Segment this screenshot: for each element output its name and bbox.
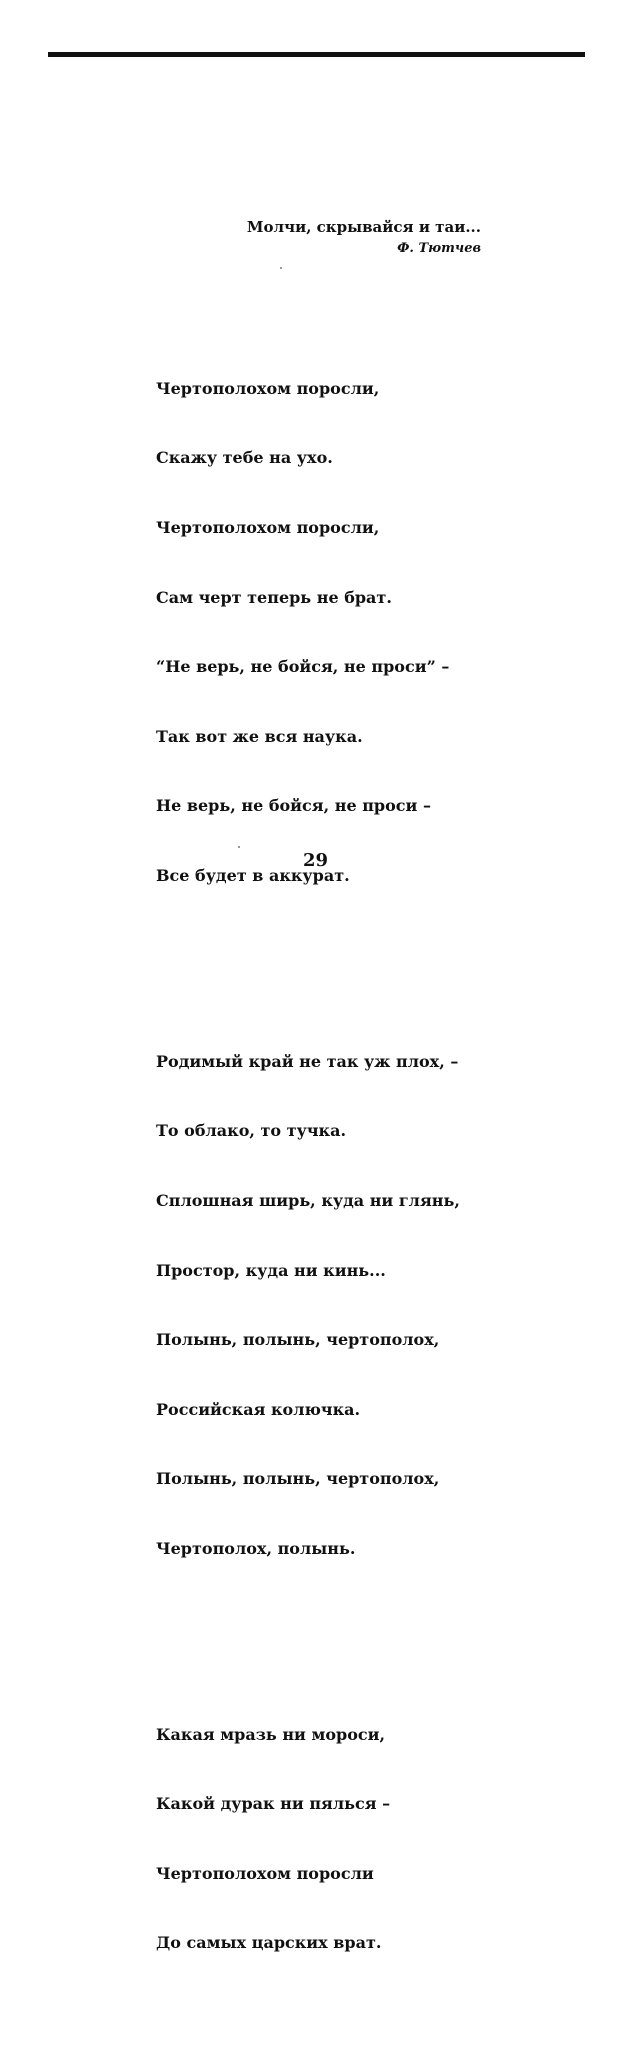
poem-line: Не верь, не бойся, не проси – (156, 796, 431, 816)
stanza-1 (156, 330, 460, 933)
epigraph (247, 216, 481, 258)
poem-line: Сам черт теперь не брат. (156, 587, 392, 607)
poem-line: Чертополохом поросли, (156, 518, 380, 538)
poem-line: Сплошная ширь, куда ни глянь, (156, 1190, 460, 1210)
poem-line: Все будет в аккурат. (156, 866, 350, 886)
poem-line: До самых царских врат. (156, 1933, 382, 1953)
stanza-2 (156, 1003, 460, 1606)
stanza-3 (156, 1676, 460, 2001)
epigraph-text: Молчи, скрывайся и таи... (246, 218, 481, 236)
poem-line: Полынь, полынь, чертополох, (156, 1330, 440, 1350)
poem-line: Простор, куда ни кинь... (156, 1260, 386, 1280)
print-speck (280, 267, 282, 269)
poem-line: “Не верь, не бойся, не проси” – (156, 657, 450, 677)
poem-line: Чертополох, полынь. (156, 1538, 356, 1558)
page-number: 29 (302, 850, 329, 871)
poem-line: Скажу тебе на ухо. (156, 448, 333, 468)
poem-line: То облако, то тучка. (156, 1121, 347, 1141)
poem-line: Какая мразь ни мороси, (156, 1724, 386, 1744)
poem-line: Чертополохом поросли (156, 1863, 374, 1883)
poem-line: Какой дурак ни пялься – (156, 1794, 391, 1814)
print-speck (238, 846, 240, 848)
top-rule (48, 52, 585, 57)
poem-line: Так вот же вся наука. (156, 726, 363, 746)
poem-line: Полынь, полынь, чертополох, (156, 1469, 440, 1489)
poem-line: Чертополохом поросли, (156, 378, 380, 398)
poem-line: Родимый край не так уж плох, – (156, 1051, 459, 1071)
poem (156, 284, 460, 2047)
poem-line: Российская колючка. (156, 1399, 361, 1419)
epigraph-author: Ф. Тютчев (397, 241, 481, 256)
